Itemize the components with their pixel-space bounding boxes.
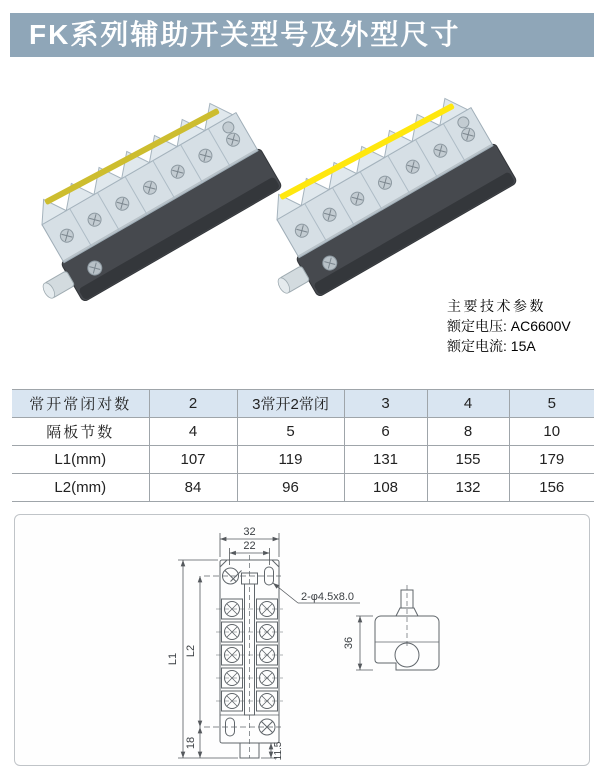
hole-callout: 2-φ4.5x8.0 <box>301 591 354 603</box>
table-cell: 2 <box>149 390 237 418</box>
table-cell: 3 <box>344 390 427 418</box>
table-cell: 84 <box>149 474 237 502</box>
table-row-l1 <box>12 446 594 474</box>
specs-heading: 主要技术参数 <box>447 298 546 314</box>
product-photo-area <box>20 85 530 315</box>
table-cell: 3常开2常闭 <box>237 390 344 418</box>
table-cell: L2(mm) <box>54 479 107 496</box>
table-cell: 108 <box>344 474 427 502</box>
table-cell: 隔板节数 <box>46 424 115 441</box>
table-cell: 96 <box>237 474 344 502</box>
product-photo-right <box>239 88 517 312</box>
specs-block <box>447 296 597 356</box>
dim-side-height: 36 <box>343 636 355 650</box>
table-cell: 5 <box>509 390 594 418</box>
table-cell: 156 <box>509 474 594 502</box>
table-cell: 6 <box>344 418 427 446</box>
product-photos <box>20 85 530 315</box>
dim-bottom-offset: 18 <box>185 736 197 750</box>
table-cell: 132 <box>427 474 509 502</box>
spec-current: 额定电流: 15A <box>447 338 536 354</box>
dim-l2: L2 <box>185 644 197 658</box>
dimension-drawing-panel <box>14 514 590 766</box>
table-row-contacts <box>12 390 594 418</box>
dim-l1: L1 <box>167 652 179 666</box>
table-cell: 155 <box>427 446 509 474</box>
table-cell: 4 <box>427 390 509 418</box>
product-photo-left <box>20 93 283 315</box>
table-row-l2 <box>12 474 594 502</box>
dimension-drawing <box>15 515 589 765</box>
dim-width-inner: 22 <box>243 540 256 552</box>
dim-width-outer: 32 <box>243 526 256 538</box>
table-cell: 常开常闭对数 <box>29 396 132 413</box>
side-view-dimensions <box>356 616 373 670</box>
table-cell: 179 <box>509 446 594 474</box>
title-bar <box>10 13 594 57</box>
side-view <box>375 585 439 670</box>
table-cell: 8 <box>427 418 509 446</box>
table-row-partitions <box>12 418 594 446</box>
table-cell: 4 <box>149 418 237 446</box>
page-title: FK系列辅助开关型号及外型尺寸 <box>29 19 461 50</box>
table-cell: 5 <box>237 418 344 446</box>
front-view-labels <box>167 526 354 760</box>
dim-plunger-height: 11.5 <box>273 741 284 761</box>
spec-voltage: 额定电压: AC6600V <box>447 318 571 334</box>
table-cell: 119 <box>237 446 344 474</box>
table-cell: 131 <box>344 446 427 474</box>
table-cell: 107 <box>149 446 237 474</box>
table-cell: L1(mm) <box>54 451 107 468</box>
front-view <box>204 555 284 761</box>
spec-table <box>12 389 594 502</box>
table-cell: 10 <box>509 418 594 446</box>
